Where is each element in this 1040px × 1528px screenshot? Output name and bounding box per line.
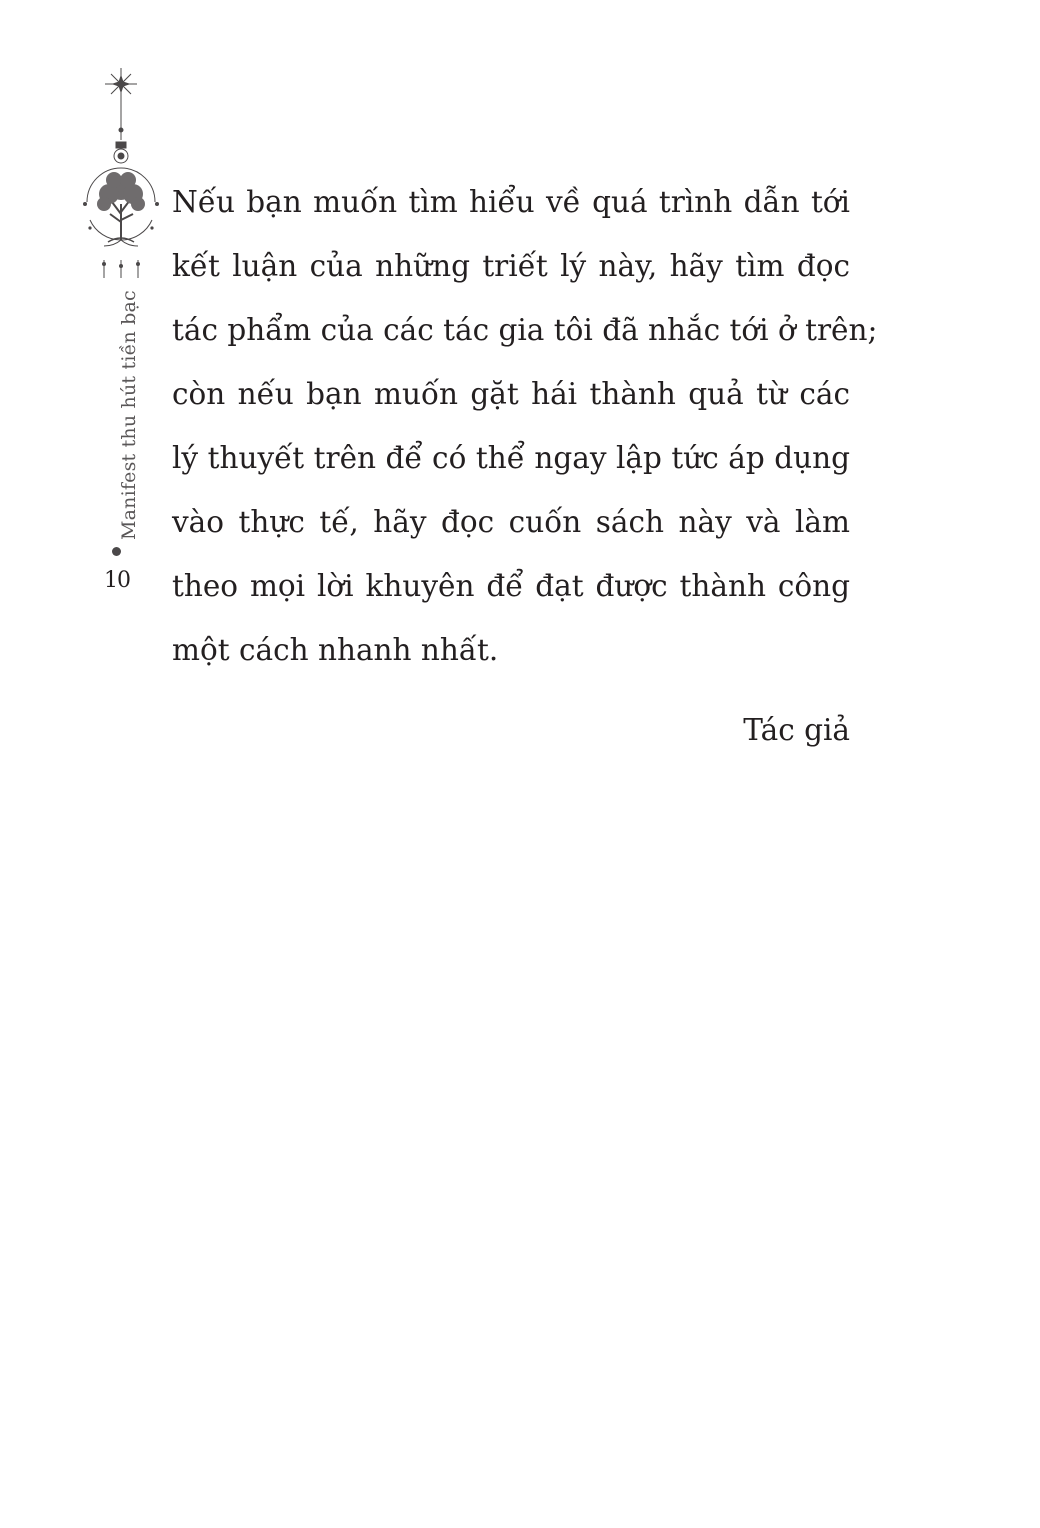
book-title-text: Manifest thu hút tiền bạc xyxy=(118,290,140,540)
tree-of-life-pendant-icon xyxy=(78,64,164,294)
running-book-title xyxy=(120,290,144,540)
body-line: theo mọi lời khuyên để đạt được thành công xyxy=(172,569,850,603)
author-signature: Tác giả xyxy=(743,713,850,747)
body-line: một cách nhanh nhất. xyxy=(172,633,499,667)
body-line: vào thực tế, hãy đọc cuốn sách này và làm xyxy=(172,505,850,539)
body-line: lý thuyết trên để có thể ngay lập tức áp dụng xyxy=(172,441,850,475)
body-line: Nếu bạn muốn tìm hiểu về quá trình dẫn tới xyxy=(172,185,850,219)
body-line: kết luận của những triết lý này, hãy tìm đọc xyxy=(172,249,850,283)
page-number: 10 xyxy=(104,568,130,593)
body-line: tác phẩm của các tác gia tôi đã nhắc tới ở trên; xyxy=(172,313,878,347)
bullet-dot-icon xyxy=(112,547,121,556)
body-paragraph xyxy=(172,170,878,682)
body-line: còn nếu bạn muốn gặt hái thành quả từ các xyxy=(172,377,850,411)
